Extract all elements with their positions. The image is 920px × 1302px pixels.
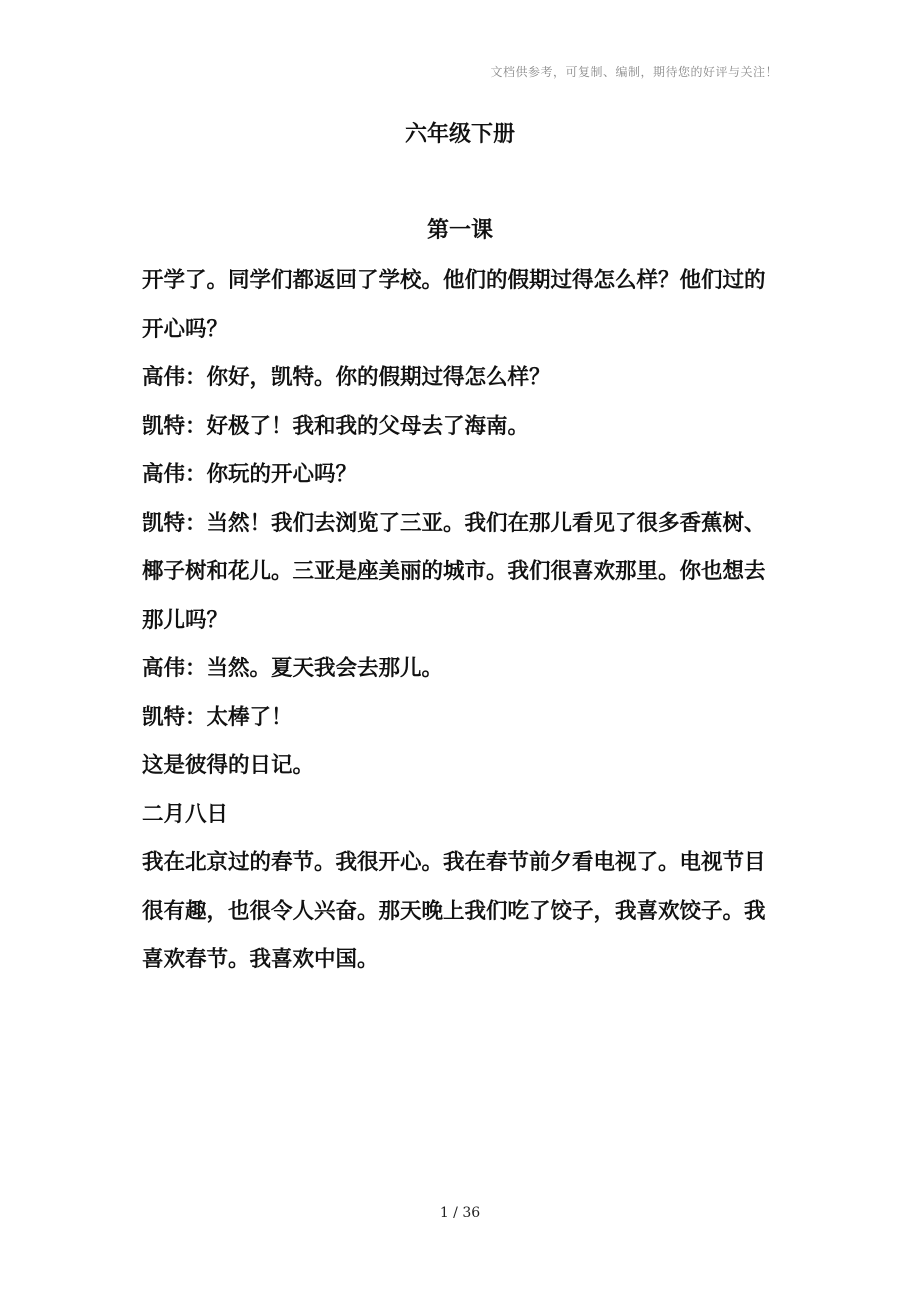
document-title: 六年级下册 (404, 122, 515, 147)
paragraph: 高伟：当然。夏天我会去那儿。 (142, 656, 444, 681)
paragraph: 高伟：你好，凯特。你的假期过得怎么样？ (142, 365, 551, 390)
diary-date: 二月八日 (142, 801, 229, 827)
paragraph: 高伟：你玩的开心吗？ (142, 462, 358, 487)
page-header-note: 文档供参考，可复制、编制，期待您的好评与关注！ (490, 65, 778, 79)
paragraph: 这是彼得的日记。 (142, 753, 315, 778)
lesson-body (142, 257, 778, 985)
paragraph: 开学了。同学们都返回了学校。他们的假期过得怎么样？他们过的开心吗？ (142, 268, 766, 342)
paragraph: 凯特：当然！我们去浏览了三亚。我们在那儿看见了很多香蕉树、椰子树和花儿。三亚是座美丽的城市。我们很喜欢那里。你也想去那儿吗？ (142, 510, 766, 633)
page-number: 1 / 36 (439, 1205, 481, 1221)
paragraph: 凯特：好极了！我和我的父母去了海南。 (142, 413, 530, 439)
lesson-title: 第一课 (426, 218, 493, 243)
paragraph: 我在北京过的春节。我很开心。我在春节前夕看电视了。电视节目很有趣，也很令人兴奋。那天晚上我们吃了饺子，我喜欢饺子。我喜欢春节。我喜欢中国。 (142, 850, 766, 972)
paragraph: 凯特：太棒了！ (142, 704, 293, 730)
